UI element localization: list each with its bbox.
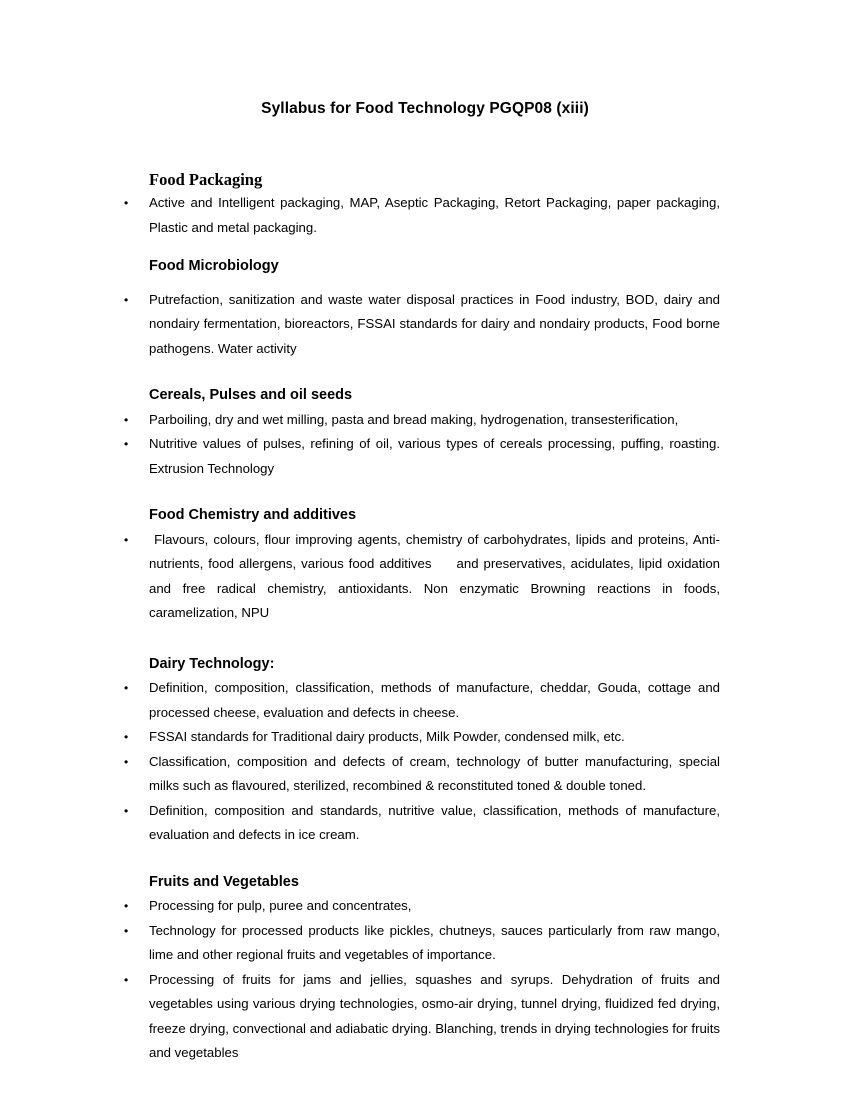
list-item: • Processing of fruits for jams and jellies, squashes and syrups. Dehydration of fruits and vegetables using various drying technologies, osmo-air drying, tunnel drying, fluidized fed drying, freeze drying, convectional and adiabatic drying. Blanching, trends in drying technologies for fruits and vegetables bbox=[0, 968, 850, 1066]
section-heading: Food Packaging bbox=[149, 170, 263, 189]
section-bullet-list bbox=[0, 894, 850, 1066]
section-food-packaging bbox=[0, 168, 850, 240]
list-item: • Putrefaction, sanitization and waste water disposal practices in Food industry, BOD, dairy and nondairy fermentation, bioreactors, FSSAI standards for dairy and nondairy products, Food borne pathogens. Water activity bbox=[0, 288, 850, 362]
spacer bbox=[0, 240, 850, 254]
list-item: • Definition, composition, classification, methods of manufacture, cheddar, Gouda, cottage and processed cheese, evaluation and defects in cheese. bbox=[0, 676, 850, 725]
section-bullet-list bbox=[0, 408, 850, 482]
spacer bbox=[0, 626, 850, 652]
list-item: • Active and Intelligent packaging, MAP, Aseptic Packaging, Retort Packaging, paper packaging, Plastic and metal packaging. bbox=[0, 191, 850, 240]
section-heading: Fruits and Vegetables bbox=[149, 873, 299, 890]
section-bullet-list bbox=[0, 528, 850, 626]
list-item: • Classification, composition and defects of cream, technology of butter manufacturing, special milks such as flavoured, sterilized, recombined & reconstituted toned & double toned. bbox=[0, 750, 850, 799]
list-item: • Nutritive values of pulses, refining of oil, various types of cereals processing, puffing, roasting. Extrusion Technology bbox=[0, 432, 850, 481]
list-item: • Processing for pulp, puree and concentrates, bbox=[0, 894, 850, 919]
section-food-chemistry-additives bbox=[0, 503, 850, 626]
section-cereals-pulses-oilseeds bbox=[0, 383, 850, 481]
section-fruits-vegetables bbox=[0, 870, 850, 1066]
section-food-microbiology bbox=[0, 254, 850, 361]
syllabus-content bbox=[0, 168, 850, 1066]
list-item: • Technology for processed products like pickles, chutneys, sauces particularly from raw mango, lime and other regional fruits and vegetables of importance. bbox=[0, 919, 850, 968]
spacer bbox=[0, 361, 850, 383]
section-heading: Food Chemistry and additives bbox=[149, 507, 357, 523]
section-dairy-technology bbox=[0, 652, 850, 848]
section-bullet-list bbox=[0, 288, 850, 362]
list-item: • FSSAI standards for Traditional dairy products, Milk Powder, condensed milk, etc. bbox=[0, 725, 850, 750]
section-heading: Cereals, Pulses and oil seeds bbox=[149, 387, 353, 403]
list-item: • Definition, composition and standards, nutritive value, classification, methods of manufacture, evaluation and defects in ice cream. bbox=[0, 799, 850, 848]
section-bullet-list bbox=[0, 191, 850, 240]
page-title: Syllabus for Food Technology PGQP08 (xiii) bbox=[261, 100, 589, 117]
section-heading: Dairy Technology: bbox=[149, 655, 275, 672]
list-item: • Flavours, colours, flour improving agents, chemistry of carbohydrates, lipids and proteins, Anti-nutrients, food allergens, various food additives and preservatives, acidulates, lipid oxidation and free radical chemistry, antioxidants. Non enzymatic Browning reactions in foods, caramelization, NPU bbox=[0, 528, 850, 626]
section-bullet-list bbox=[0, 676, 850, 848]
section-heading: Food Microbiology bbox=[149, 258, 279, 274]
spacer bbox=[0, 279, 850, 288]
spacer bbox=[0, 848, 850, 870]
list-item: • Parboiling, dry and wet milling, pasta and bread making, hydrogenation, transesterification, bbox=[0, 408, 850, 433]
spacer bbox=[0, 481, 850, 503]
